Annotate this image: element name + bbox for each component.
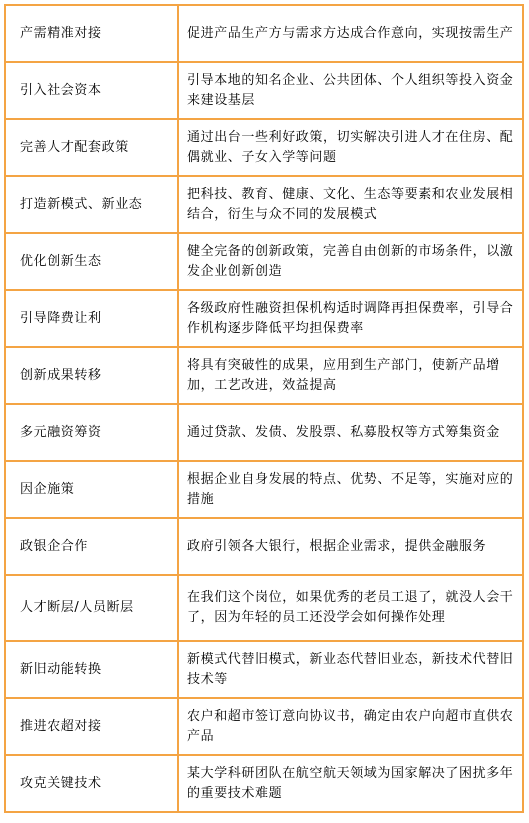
table-row — [5, 347, 523, 404]
description-cell: 在我们这个岗位，如果优秀的老员工退了，就没人会干了，因为年轻的员工还没学会如何操作处理 — [178, 575, 523, 641]
table-row — [5, 290, 523, 347]
term-cell: 多元融资筹资 — [5, 404, 178, 461]
description-cell: 促进产品生产方与需求方达成合作意向，实现按需生产 — [178, 5, 523, 62]
term-cell: 引入社会资本 — [5, 62, 178, 119]
description-cell: 根据企业自身发展的特点、优势、不足等，实施对应的措施 — [178, 461, 523, 518]
table-row — [5, 698, 523, 755]
term-cell: 新旧动能转换 — [5, 641, 178, 698]
term-cell: 政银企合作 — [5, 518, 178, 575]
term-cell: 完善人才配套政策 — [5, 119, 178, 176]
table-row — [5, 641, 523, 698]
table-row — [5, 233, 523, 290]
table-row — [5, 119, 523, 176]
table-row — [5, 5, 523, 62]
term-cell: 攻克关键技术 — [5, 755, 178, 812]
table-row — [5, 176, 523, 233]
table-row — [5, 518, 523, 575]
description-cell: 引导本地的知名企业、公共团体、个人组织等投入资金来建设基层 — [178, 62, 523, 119]
policy-terms-table — [4, 4, 524, 813]
term-cell: 因企施策 — [5, 461, 178, 518]
table-row — [5, 62, 523, 119]
table-row — [5, 461, 523, 518]
description-cell: 新模式代替旧模式，新业态代替旧业态，新技术代替旧技术等 — [178, 641, 523, 698]
description-cell: 健全完备的创新政策，完善自由创新的市场条件，以激发企业创新创造 — [178, 233, 523, 290]
term-cell: 优化创新生态 — [5, 233, 178, 290]
description-cell: 将具有突破性的成果，应用到生产部门，使新产品增加，工艺改进，效益提高 — [178, 347, 523, 404]
term-cell: 产需精准对接 — [5, 5, 178, 62]
description-cell: 通过贷款、发债、发股票、私募股权等方式筹集资金 — [178, 404, 523, 461]
table-row — [5, 404, 523, 461]
description-cell: 把科技、教育、健康、文化、生态等要素和农业发展相结合，衍生与众不同的发展模式 — [178, 176, 523, 233]
description-cell: 政府引领各大银行，根据企业需求，提供金融服务 — [178, 518, 523, 575]
description-cell: 通过出台一些利好政策，切实解决引进人才在住房、配偶就业、子女入学等问题 — [178, 119, 523, 176]
term-cell: 人才断层/人员断层 — [5, 575, 178, 641]
term-cell: 引导降费让利 — [5, 290, 178, 347]
term-cell: 打造新模式、新业态 — [5, 176, 178, 233]
description-cell: 某大学科研团队在航空航天领域为国家解决了困扰多年的重要技术难题 — [178, 755, 523, 812]
term-cell: 推进农超对接 — [5, 698, 178, 755]
description-cell: 农户和超市签订意向协议书，确定由农户向超市直供农产品 — [178, 698, 523, 755]
description-cell: 各级政府性融资担保机构适时调降再担保费率，引导合作机构逐步降低平均担保费率 — [178, 290, 523, 347]
table-row — [5, 755, 523, 812]
term-cell: 创新成果转移 — [5, 347, 178, 404]
table-row — [5, 575, 523, 641]
